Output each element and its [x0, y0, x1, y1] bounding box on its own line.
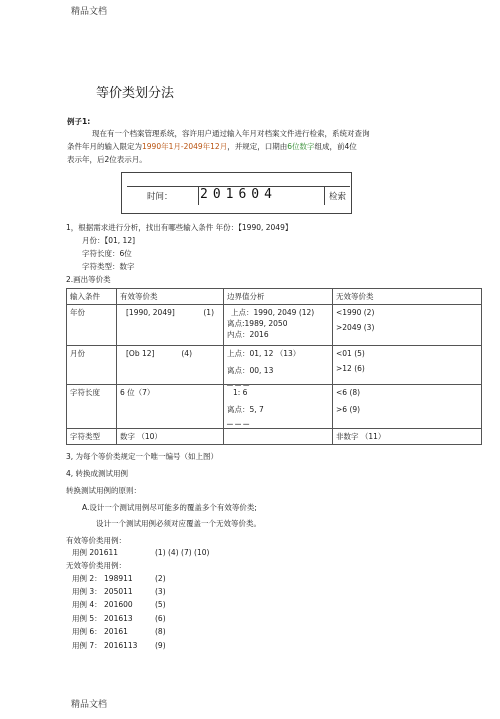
- header-cell: 无效等价类: [333, 289, 482, 305]
- intro-line-2: [67, 142, 357, 152]
- valid-range: [Ob 12]: [126, 349, 155, 358]
- invalid-line: >2049 (3): [336, 323, 375, 332]
- header-cell: 边界值分析: [224, 289, 333, 305]
- example-label: 例子1:: [67, 117, 91, 126]
- header-cell: 输入条件: [67, 289, 117, 305]
- valid-id: (4): [181, 349, 192, 358]
- boundary-cell: [224, 429, 333, 445]
- intro-text: 条件年月的输入限定为: [67, 142, 142, 151]
- step3: 3, 为每个等价类规定一个唯一编号（如上图）: [66, 452, 219, 461]
- valid-cases-heading: 有效等价类用例：: [66, 536, 126, 545]
- cond-cell: 年份: [67, 305, 117, 346]
- page-title: 等价类划分法: [96, 86, 175, 101]
- invalid-cell: [333, 305, 482, 346]
- form-divider: [324, 186, 325, 205]
- header-cell: 有效等价类: [117, 289, 224, 305]
- invalid-cell: [333, 385, 482, 429]
- invalid-case-covers: (9): [155, 641, 166, 650]
- invalid-cases-heading: 无效等价类用例：: [66, 561, 126, 570]
- invalid-case-label: 用例 5： 201613: [72, 614, 133, 623]
- cond-cell: 字符长度: [67, 385, 117, 429]
- invalid-cell: [333, 346, 482, 385]
- invalid-case-covers: (6): [155, 614, 166, 623]
- step1-month: 月份：【01, 12]: [82, 236, 136, 245]
- principle-b: 设计一个测试用例必须对应覆盖一个无效等价类。: [96, 519, 261, 528]
- table-row: [67, 346, 482, 385]
- equivalence-table: [66, 288, 482, 445]
- search-button[interactable]: 检索: [329, 192, 347, 202]
- cut-off-text: ▁ ▁ ▁: [227, 377, 250, 386]
- invalid-case-label: 用例 7： 2016113: [72, 641, 138, 650]
- intro-text: ，并规定，口期由: [227, 142, 288, 151]
- invalid-case-label: 用例 2： 198911: [72, 574, 133, 583]
- invalid-case-label: 用例 4： 201600: [72, 600, 133, 609]
- boundary-line: 1: 6: [233, 388, 248, 397]
- page-footer: 精品文档: [71, 700, 108, 710]
- invalid-case-covers: (2): [155, 574, 166, 583]
- invalid-line: >6 (9): [336, 405, 361, 414]
- valid-id: (1): [203, 308, 214, 317]
- invalid-case-label: 用例 6： 20161: [72, 627, 128, 636]
- invalid-case-covers: (5): [155, 600, 166, 609]
- step1-heading: 1，根据需求进行分析，找出有哪些输入条件 年份：【1990, 2049】: [66, 223, 293, 232]
- valid-case-covers: (1) (4) (7) (10): [155, 548, 210, 557]
- valid-cell: [117, 346, 224, 385]
- boundary-line: 离点：5, 7: [227, 405, 264, 414]
- step2-heading: 2.画出等价类: [66, 275, 111, 284]
- boundary-line: 上点：1990, 2049 (12): [231, 308, 315, 317]
- boundary-line: 内点：2016: [227, 330, 269, 339]
- principle-heading: 转换测试用例的原则：: [66, 486, 141, 495]
- valid-cell: 数字 （10）: [117, 429, 224, 445]
- principle-a: A.设计一个测试用例尽可能多的覆盖多个有效等价类;: [82, 503, 257, 512]
- invalid-line: >12 (6): [336, 364, 365, 373]
- boundary-line: 上点：01, 12 （13）: [227, 349, 301, 358]
- invalid-case-covers: (8): [155, 627, 166, 636]
- step1-length: 字符长度：6位: [82, 249, 132, 258]
- time-label: 时间：: [147, 192, 173, 202]
- time-input-value: 201604: [200, 187, 277, 202]
- time-input[interactable]: [198, 186, 324, 205]
- intro-date-range: 1990年1月-2049年12月: [142, 142, 228, 151]
- intro-line-3: 表示年，后2位表示月。: [67, 155, 147, 164]
- valid-cell: [117, 305, 224, 346]
- intro-text: 组成，前4位: [314, 142, 357, 151]
- invalid-case-covers: (3): [155, 587, 166, 596]
- table-row: [67, 429, 482, 445]
- table-header-row: [67, 289, 482, 305]
- invalid-case-label: 用例 3： 205011: [72, 587, 133, 596]
- valid-range: [1990, 2049]: [126, 308, 175, 317]
- valid-case-label: 用例 201611: [72, 548, 119, 557]
- intro-line-1: 现在有一个档案管理系统，容许用户通过输入年月对档案文件进行检索，系统对查询: [92, 129, 370, 138]
- boundary-cell: [224, 385, 333, 429]
- table-row: [67, 305, 482, 346]
- step4: 4, 转换成测试用例: [66, 469, 129, 478]
- page-header: 精品文档: [71, 7, 108, 17]
- invalid-cell: 非数字 （11）: [333, 429, 482, 445]
- cond-cell: 月份: [67, 346, 117, 385]
- boundary-line: 离点：00, 13: [227, 366, 274, 375]
- boundary-line: 离点:1989, 2050: [227, 319, 288, 328]
- cond-cell: 字符类型: [67, 429, 117, 445]
- step1-type: 字符类型：数字: [82, 262, 135, 271]
- boundary-cell: [224, 346, 333, 385]
- invalid-line: <6 (8): [336, 388, 361, 397]
- table-row: [67, 385, 482, 429]
- cut-off-text: ▁ ▁ ▁: [227, 416, 250, 425]
- invalid-line: <1990 (2): [336, 308, 375, 317]
- invalid-line: <01 (5): [336, 349, 365, 358]
- boundary-cell: [224, 305, 333, 346]
- valid-cell: 6 位（7）: [117, 385, 224, 429]
- intro-digit-count: 6位数字: [287, 142, 315, 151]
